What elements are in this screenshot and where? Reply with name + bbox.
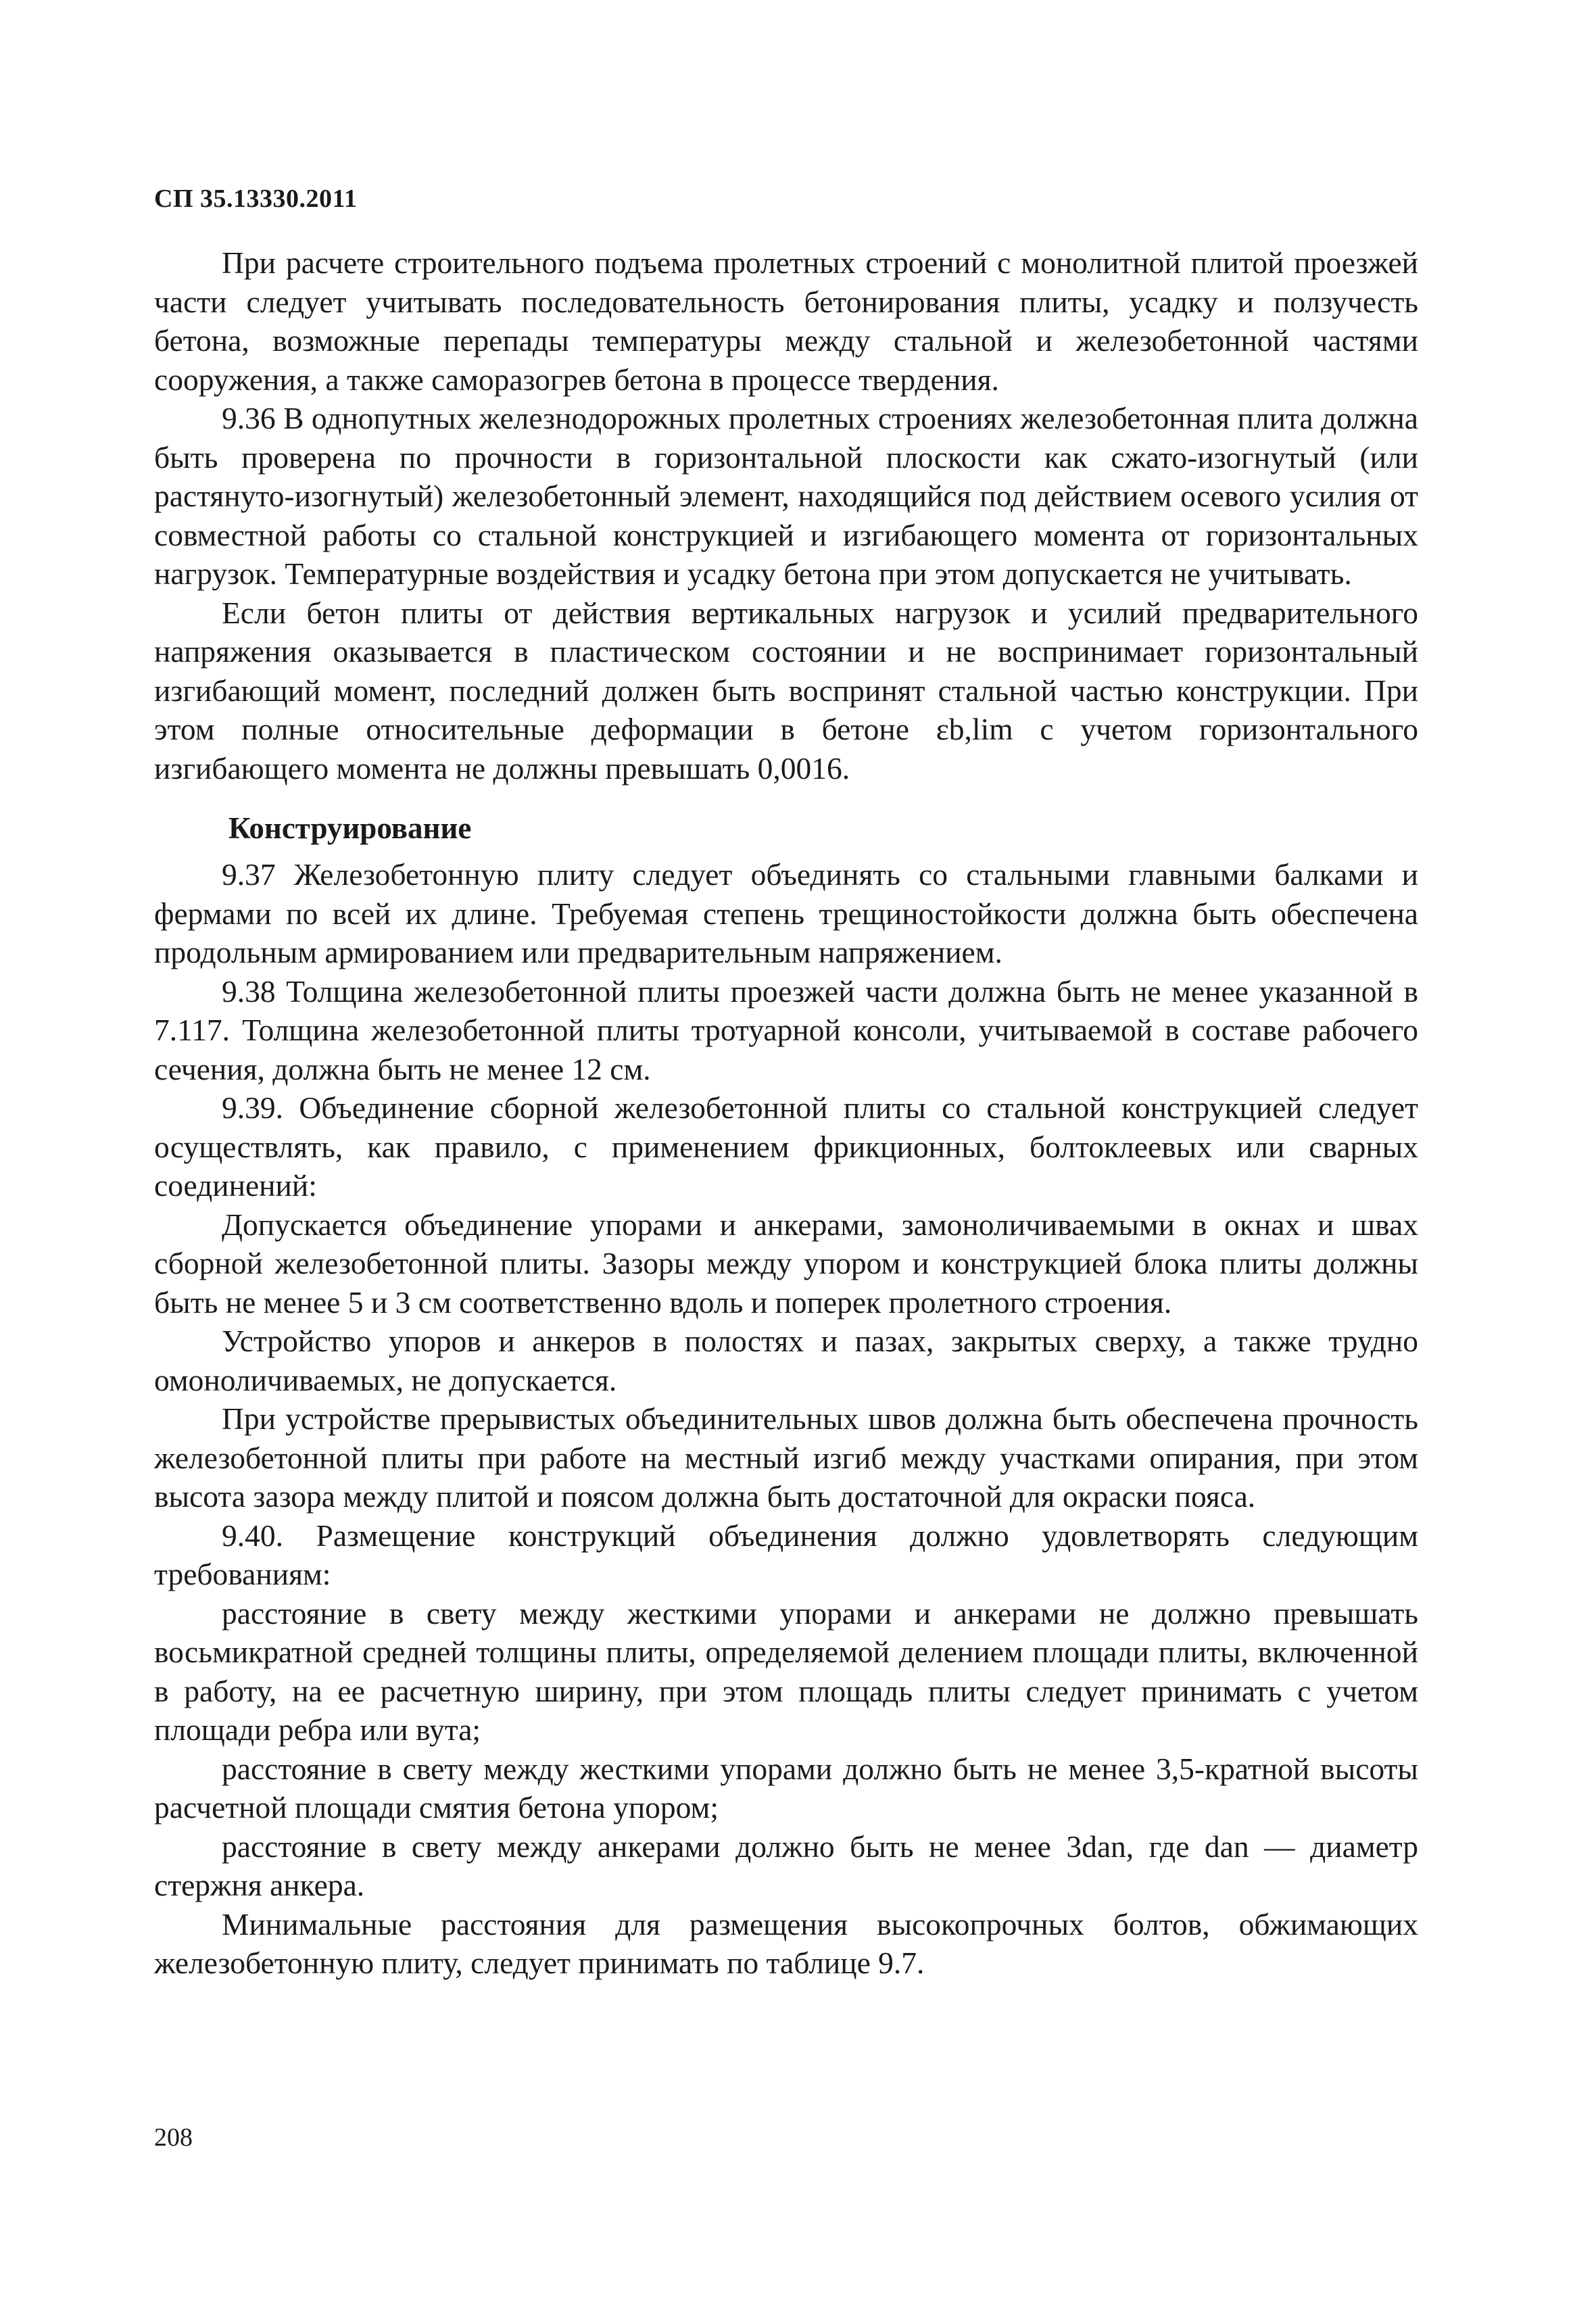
paragraph-9-37: 9.37 Железобетонную плиту следует объединять со стальными главными балками и фермами по всей их длине. Требуемая степень трещиностойкости должна быть обеспечена продольным армированием или предварительным напряжением. [154,857,1418,969]
page-number: 208 [154,2123,193,2152]
body-text [154,243,1418,1983]
paragraph-9-39: 9.39. Объединение сборной железобетонной плиты со стальной конструкцией следует осуществлять, как правило, с применением фрикционных, болтоклеевых или сварных соединений: [154,1090,1418,1203]
paragraph-stops-anchors-allowed: Допускается объединение упорами и анкерами, замоноличиваемыми в окнах и швах сборной железобетонной плиты. Зазоры между упором и конструкцией блока плиты должны быть не менее 5 и 3 см соответственно вдоль и поперек пролетного строения. [154,1207,1418,1320]
paragraph-plastic-state: Если бетон плиты от действия вертикальных нагрузок и усилий предварительного напряжения оказывается в пластическом состоянии и не воспринимает горизонтальный изгибающий момент, последний должен быть воспринят стальной частью конструкции. При этом полные относительные деформации в бетоне εb,lim с учетом горизонтального изгибающего момента не должны превышать 0,0016. [154,595,1418,786]
paragraph-high-strength-bolts: Минимальные расстояния для размещения высокопрочных болтов, обжимающих железобетонную плиту, следует принимать по таблице 9.7. [154,1906,1418,1980]
paragraph-9-40: 9.40. Размещение конструкций объединения должно удовлетворять следующим требованиям: [154,1518,1418,1591]
section-heading-design: Конструирование [228,811,472,845]
paragraph-clear-distance-stops-anchors: расстояние в свету между жесткими упорами и анкерами не должно превышать восьмикратной средней толщины плиты, определяемой делением площади плиты, включенной в работу, на ее расчетную ширину, при этом площадь плиты следует принимать с учетом площади ребра или вута; [154,1595,1418,1747]
paragraph-9-36: 9.36 В однопутных железнодорожных пролетных строениях железобетонная плита должна быть проверена по прочности в горизонтальной плоскости как сжато-изогнутый (или растянуто-изогнутый) железобетонный элемент, находящийся под действием осевого усилия от совместной работы со стальной конструкцией и изгибающего момента от горизонтальных нагрузок. Температурные воздействия и усадку бетона при этом допускается не учитывать. [154,401,1418,591]
paragraph-cavities-not-allowed: Устройство упоров и анкеров в полостях и пазах, закрытых сверху, а также трудно омоноличиваемых, не допускается. [154,1324,1418,1397]
paragraph-clear-distance-stops: расстояние в свету между жесткими упорами должно быть не менее 3,5-кратной высоты расчетной площади смятия бетона упором; [154,1751,1418,1825]
paragraph-intermittent-seams: При устройстве прерывистых объединительных швов должна быть обеспечена прочность железобетонной плиты при работе на местный изгиб между участками опирания, при этом высота зазора между плитой и поясом должна быть достаточной для окраски пояса. [154,1401,1418,1514]
paragraph-9-38: 9.38 Толщина железобетонной плиты проезжей части должна быть не менее указанной в 7.117. Толщина железобетонной плиты тротуарной консоли, учитываемой в составе рабочего сечения, должна быть не менее 12 см. [154,973,1418,1086]
paragraph-clear-distance-anchors: расстояние в свету между анкерами должно быть не менее 3dan, где dan — диаметр стержня анкера. [154,1829,1418,1902]
document-code-header: СП 35.13330.2011 [154,185,358,213]
paragraph-camber-calculation: При расчете строительного подъема пролетных строений с монолитной плитой проезжей части следует учитывать последовательность бетонирования плиты, усадку и ползучесть бетона, возможные перепады температуры между стальной и железобетонной частями сооружения, а также саморазогрев бетона в процессе твердения. [154,245,1418,397]
